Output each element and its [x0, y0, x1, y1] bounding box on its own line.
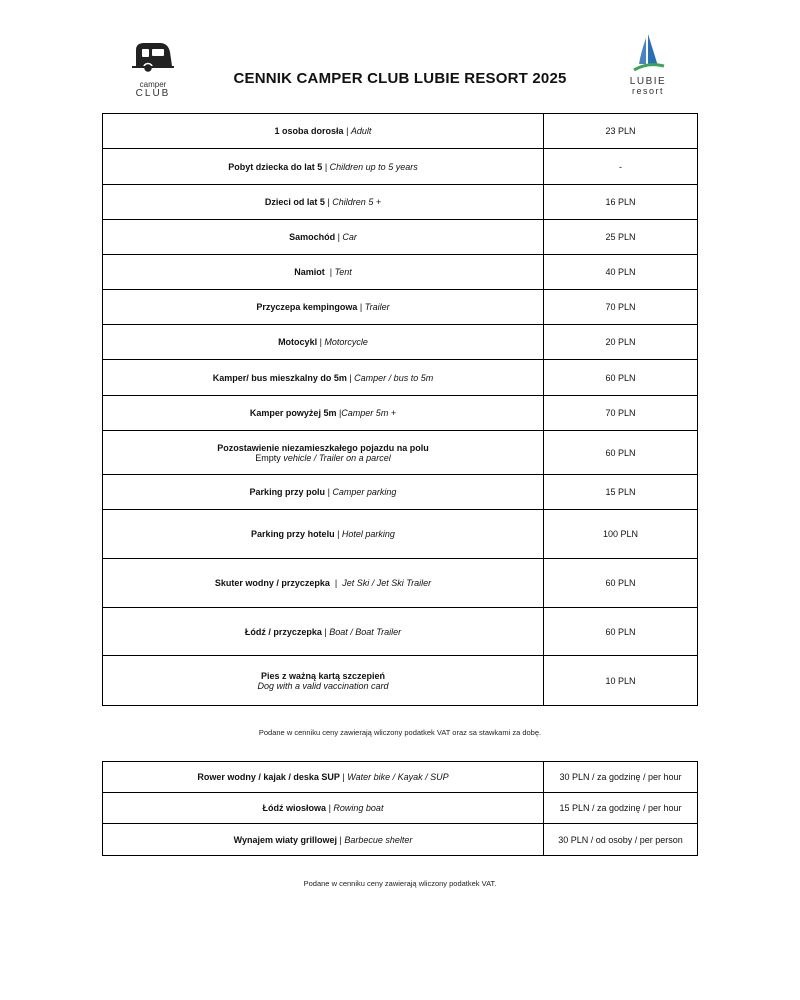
- item-price: 16 PLN: [544, 185, 698, 220]
- table-row: [103, 255, 698, 290]
- item-price: 60 PLN: [544, 431, 698, 475]
- logo-left-line2: CLUB: [135, 88, 171, 99]
- table-row: [103, 360, 698, 396]
- item-price: 60 PLN: [544, 559, 698, 608]
- item-price: 70 PLN: [544, 396, 698, 431]
- item-label: Parking przy polu | Camper parking: [103, 475, 544, 510]
- item-label: Rower wodny / kajak / deska SUP | Water bike / Kayak / SUP: [103, 762, 544, 793]
- table-row: [103, 325, 698, 360]
- item-price: -: [544, 149, 698, 185]
- table-row: [103, 220, 698, 255]
- item-label: Pies z ważną kartą szczepień Dog with a valid vaccination card: [103, 656, 544, 706]
- item-label: Łódź wiosłowa | Rowing boat: [103, 793, 544, 824]
- item-label: Łódź / przyczepka | Boat / Boat Trailer: [103, 608, 544, 656]
- table-row: [103, 290, 698, 325]
- item-label: Pozostawienie niezamieszkałego pojazdu na polu Empty vehicle / Trailer on a parcel: [103, 431, 544, 475]
- table-row: [103, 510, 698, 559]
- item-label: Parking przy hotelu | Hotel parking: [103, 510, 544, 559]
- item-price: 25 PLN: [544, 220, 698, 255]
- table-row: [103, 149, 698, 185]
- camper-trailer-icon: [130, 40, 176, 74]
- item-price: 60 PLN: [544, 360, 698, 396]
- item-label: Namiot | Tent: [103, 255, 544, 290]
- item-price: 23 PLN: [544, 114, 698, 149]
- item-price: 30 PLN / za godzinę / per hour: [544, 762, 698, 793]
- logo-right-line2: resort: [631, 86, 664, 96]
- lubie-resort-logo: [622, 32, 674, 94]
- table-row: [103, 396, 698, 431]
- camper-club-logo: [128, 40, 178, 98]
- sail-icon: [628, 32, 668, 74]
- item-price: 15 PLN: [544, 475, 698, 510]
- item-label: Skuter wodny / przyczepka | Jet Ski / Jet Ski Trailer: [103, 559, 544, 608]
- item-label: Dzieci od lat 5 | Children 5 +: [103, 185, 544, 220]
- page-title: CENNIK CAMPER CLUB LUBIE RESORT 2025: [233, 70, 567, 87]
- vat-note-rental: Podane w cenniku ceny zawierają wliczony podatkek VAT.: [303, 879, 497, 888]
- vat-note: Podane w cenniku ceny zawierają wliczony podatkek VAT oraz sa stawkami za dobę.: [258, 728, 542, 737]
- item-price: 15 PLN / za godzinę / per hour: [544, 793, 698, 824]
- table-row: [103, 185, 698, 220]
- table-row: [103, 114, 698, 149]
- price-table: [102, 113, 698, 706]
- logo-left-line1: camper: [139, 80, 167, 89]
- item-label: Pobyt dziecka do lat 5 | Children up to 5 years: [103, 149, 544, 185]
- item-label: Wynajem wiaty grillowej | Barbecue shelter: [103, 824, 544, 856]
- table-row: [103, 762, 698, 793]
- item-price: 40 PLN: [544, 255, 698, 290]
- item-label: Kamper powyżej 5m |Camper 5m +: [103, 396, 544, 431]
- item-price: 10 PLN: [544, 656, 698, 706]
- item-price: 70 PLN: [544, 290, 698, 325]
- item-label: Motocykl | Motorcycle: [103, 325, 544, 360]
- item-label: 1 osoba dorosła | Adult: [103, 114, 544, 149]
- item-price: 30 PLN / od osoby / per person: [544, 824, 698, 856]
- table-row: [103, 431, 698, 475]
- item-label: Przyczepa kempingowa | Trailer: [103, 290, 544, 325]
- table-row: [103, 608, 698, 656]
- item-label: Samochód | Car: [103, 220, 544, 255]
- item-price: 20 PLN: [544, 325, 698, 360]
- table-row: [103, 559, 698, 608]
- table-row: [103, 793, 698, 824]
- item-price: 60 PLN: [544, 608, 698, 656]
- rental-table: [102, 761, 698, 856]
- item-price: 100 PLN: [544, 510, 698, 559]
- item-label: Kamper/ bus mieszkalny do 5m | Camper / bus to 5m: [103, 360, 544, 396]
- table-row: [103, 475, 698, 510]
- table-row: [103, 656, 698, 706]
- logo-right-line1: LUBIE: [629, 76, 667, 87]
- table-row: [103, 824, 698, 856]
